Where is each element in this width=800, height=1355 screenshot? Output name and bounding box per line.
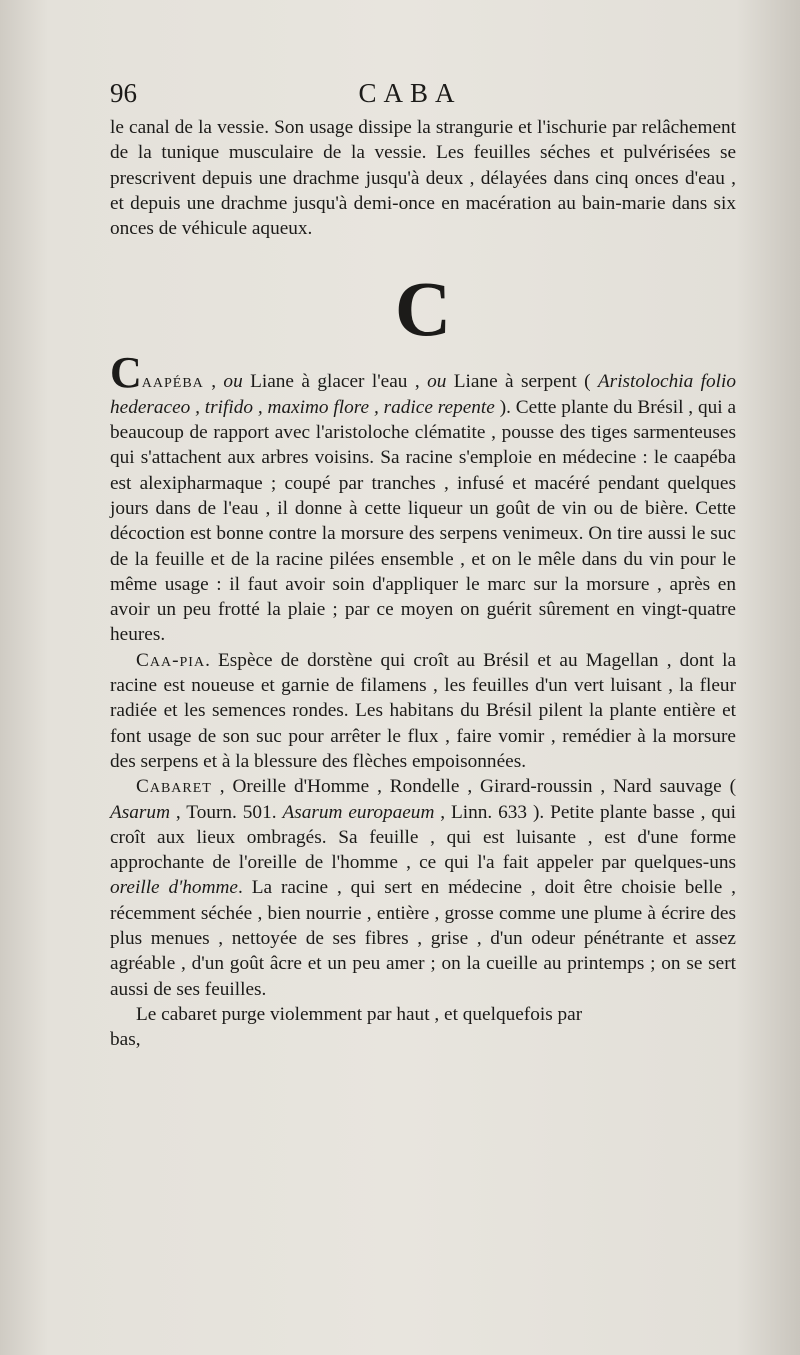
entry-text: ou (427, 371, 447, 393)
headword-cabaret: Cabaret (136, 776, 212, 798)
entry-text: ). Cette plante du Brésil , qui a beaucoup de rapport avec l'aristoloche clématite , pousse des tiges sarmenteuses qui s'attachent aux arbres voisins. Sa racine s'emploie en médecine : le caapéba est alexipharmaque ; coupé par tranches , infusé et macéré pendant quelques jours dans de l'eau , il donne à cette liqueur un goût de vin ou de bière. Cette décoction est bonne contre la morsure des serpens venimeux. On tire aussi le suc de la feuille et de la racine pilées ensemble , et on le mêle dans du vin pour le même usage : il faut avoir soin d'appliquer le marc sur la morsure , après en avoir un peu frotté la plaie ; par ce moyen on guérit sûrement en vingt-quatre heures. (110, 396, 736, 646)
section-letter: C (394, 265, 452, 353)
page-number: 96 (110, 78, 137, 108)
italic-phrase: oreille d'homme (110, 877, 238, 899)
entry-text: ou (223, 371, 243, 393)
latin-name: Aristolochia folio hederaceo , trifido , maximo flore , radice repente (110, 371, 736, 418)
running-head: CABA (358, 78, 462, 108)
entry-text: . Espèce de dorstène qui croît au Brésil et au Magellan , dont la racine est noueuse et garnie de filamens , les feuilles d'un vert luisant , la fleur radiée et les semences rondes. Les habitans du Brésil pilent la plante entière et font usage de son suc pour arrêter le flux , faire vomir , remédier à la morsure des serpens et à la blessure des flèches empoisonnées. (110, 649, 736, 772)
page-header (110, 78, 710, 118)
latin-name: Asarum europaeum (282, 801, 435, 823)
entry-text: , Tourn. 501. (170, 801, 283, 823)
headword-caapeba: aapéba (141, 371, 204, 393)
entry-caa-pia (110, 648, 736, 774)
intro-paragraph: le canal de la vessie. Son usage dissipe la strangurie et l'ischurie par relâchement de la tunique musculaire de la vessie. Les feuilles séches et pulvérisées se prescrivent depuis une drachme jusqu'à deux , délayées dans cinq onces d'eau , et depuis une drachme jusqu'à demi-once en macération au bain-marie dans six onces de véhicule aqueux. (110, 117, 736, 240)
entry-cabaret (110, 774, 736, 1002)
headword-caa-pia: Caa-pia (136, 649, 206, 671)
entry-text: . La racine , qui sert en médecine , doit être choisie belle , récemment séchée , bien nourrie , entière , grosse comme une plume à écrire des plus menues , nettoyée de ses fibres , grise , d'un odeur pénétrante et assez agréable , d'un goût âcre et un peu amer ; on la cueille au printemps ; on se sert aussi de ses feuilles. (110, 877, 737, 1000)
page-body (110, 115, 736, 1053)
entry-caapeba (110, 348, 736, 647)
entry-text: Liane à glacer l'eau , (242, 371, 428, 393)
closing-paragraph: Le cabaret purge violemment par haut , et quelquefois par (136, 1003, 583, 1025)
entry-text: , Linn. 633 ). Petite plante basse , qui croît aux lieux ombragés. Sa feuille , qui est luisante , est d'une forme approchante de l'oreille de l'homme , ce qui l'a fait appeler par quelques-uns (110, 801, 736, 874)
latin-name: Asarum (110, 801, 170, 823)
entry-text: Liane à serpent ( (446, 371, 598, 393)
catchword: bas, (110, 1029, 141, 1051)
drop-cap: C (110, 348, 142, 398)
entry-text: , Oreille d'Homme , Rondelle , Girard-roussin , Nard sauvage ( (211, 776, 736, 798)
entry-text: , (203, 371, 224, 393)
